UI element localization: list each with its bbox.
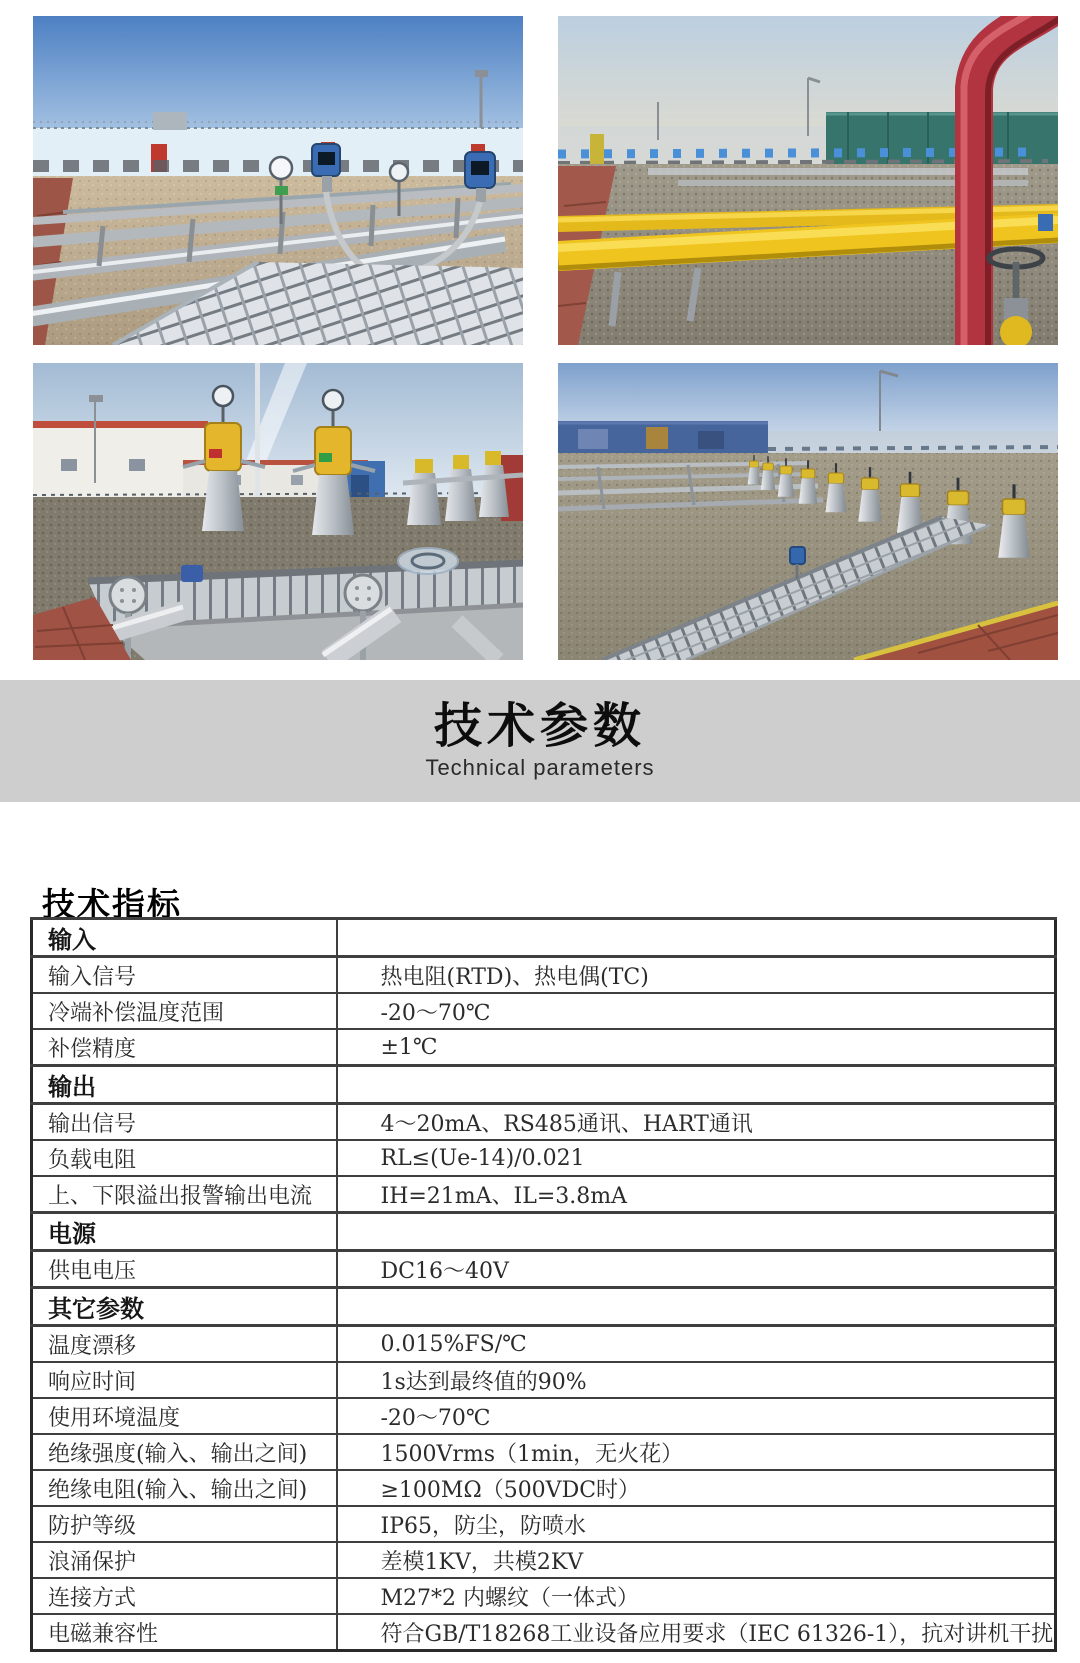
spec-label: 补偿精度 bbox=[32, 1029, 337, 1066]
spec-value: -20～70℃ bbox=[337, 1398, 1056, 1434]
spec-value: 1500Vrms（1min，无火花） bbox=[337, 1434, 1056, 1470]
spec-label: 电磁兼容性 bbox=[32, 1614, 337, 1651]
spec-value: 4～20mA、RS485通讯、HART通讯 bbox=[337, 1104, 1056, 1141]
banner-title-en: Technical parameters bbox=[425, 755, 655, 781]
spec-label: 输出 bbox=[32, 1066, 337, 1104]
spec-section-heading: 技术指标 bbox=[42, 885, 182, 924]
spec-row bbox=[32, 1542, 1056, 1578]
photo-illustration bbox=[558, 363, 1058, 660]
yellow-sign bbox=[590, 134, 604, 168]
spec-row bbox=[32, 1251, 1056, 1288]
spec-row bbox=[32, 993, 1056, 1029]
spec-row bbox=[32, 1614, 1056, 1651]
spec-label: 连接方式 bbox=[32, 1578, 337, 1614]
spec-section-row bbox=[32, 1213, 1056, 1251]
coiled-tubing-bag bbox=[398, 548, 458, 574]
spec-row bbox=[32, 1506, 1056, 1542]
spec-value: ±1℃ bbox=[337, 1029, 1056, 1066]
spec-row bbox=[32, 1104, 1056, 1141]
spec-label: 负载电阻 bbox=[32, 1140, 337, 1176]
spec-value: 热电阻(RTD)、热电偶(TC) bbox=[337, 957, 1056, 994]
spec-row bbox=[32, 1176, 1056, 1213]
spec-label: 使用环境温度 bbox=[32, 1398, 337, 1434]
spec-row bbox=[32, 1140, 1056, 1176]
spec-value: 0.015%FS/℃ bbox=[337, 1326, 1056, 1363]
spec-value: 符合GB/T18268工业设备应用要求（IEC 61326-1），抗对讲机干扰 bbox=[337, 1614, 1056, 1651]
right-wellhead-row bbox=[403, 451, 523, 525]
spec-value: 1s达到最终值的90% bbox=[337, 1362, 1056, 1398]
spec-row bbox=[32, 1326, 1056, 1363]
spec-section-row bbox=[32, 1066, 1056, 1104]
spec-value: 差模1KV，共模2KV bbox=[337, 1542, 1056, 1578]
spec-section-row bbox=[32, 919, 1056, 957]
spec-label: 防护等级 bbox=[32, 1506, 337, 1542]
spec-value: IP65，防尘，防喷水 bbox=[337, 1506, 1056, 1542]
spec-label: 电源 bbox=[32, 1213, 337, 1251]
photo-illustration bbox=[33, 16, 523, 345]
spec-label: 冷端补偿温度范围 bbox=[32, 993, 337, 1029]
spec-label: 绝缘强度(输入、输出之间) bbox=[32, 1434, 337, 1470]
spec-value bbox=[337, 1288, 1056, 1326]
spec-table-body bbox=[32, 919, 1056, 1651]
wellhead-row-grating-walkway-photo bbox=[558, 363, 1058, 660]
photo-illustration bbox=[558, 16, 1058, 345]
spec-value bbox=[337, 1213, 1056, 1251]
spec-label: 输入信号 bbox=[32, 957, 337, 994]
spec-label: 温度漂移 bbox=[32, 1326, 337, 1363]
spec-row bbox=[32, 1362, 1056, 1398]
technical-parameters-banner bbox=[0, 680, 1080, 802]
spec-value: ≥100MΩ（500VDC时） bbox=[337, 1470, 1056, 1506]
spec-value: RL≤(Ue-14)/0.021 bbox=[337, 1140, 1056, 1176]
spec-label: 浪涌保护 bbox=[32, 1542, 337, 1578]
spec-value: -20～70℃ bbox=[337, 993, 1056, 1029]
spec-label: 响应时间 bbox=[32, 1362, 337, 1398]
spec-label: 供电电压 bbox=[32, 1251, 337, 1288]
spec-row bbox=[32, 1470, 1056, 1506]
spec-value bbox=[337, 919, 1056, 957]
wellhead-skid-with-gauges-photo bbox=[33, 363, 523, 660]
spec-table bbox=[30, 917, 1057, 1652]
spec-value: IH=21mA、IL=3.8mA bbox=[337, 1176, 1056, 1213]
temperature-transmitter-icon bbox=[1038, 214, 1053, 231]
spec-label: 其它参数 bbox=[32, 1288, 337, 1326]
spec-label: 绝缘电阻(输入、输出之间) bbox=[32, 1470, 337, 1506]
spec-row bbox=[32, 1578, 1056, 1614]
spec-label: 输入 bbox=[32, 919, 337, 957]
spec-row bbox=[32, 1434, 1056, 1470]
spec-value: DC16～40V bbox=[337, 1251, 1056, 1288]
blue-valve-icon bbox=[181, 565, 203, 582]
spec-label: 输出信号 bbox=[32, 1104, 337, 1141]
spec-row bbox=[32, 957, 1056, 994]
spec-row bbox=[32, 1398, 1056, 1434]
yellow-pipeline-red-riser-photo bbox=[558, 16, 1058, 345]
spec-section-row bbox=[32, 1288, 1056, 1326]
photo-illustration bbox=[33, 363, 523, 660]
spec-row bbox=[32, 1029, 1056, 1066]
spec-label: 上、下限溢出报警输出电流 bbox=[32, 1176, 337, 1213]
spec-value bbox=[337, 1066, 1056, 1104]
spec-value: M27*2 内螺纹（一体式） bbox=[337, 1578, 1056, 1614]
gas-field-pipelines-with-transmitters-photo bbox=[33, 16, 523, 345]
banner-title-cn: 技术参数 bbox=[433, 697, 646, 754]
